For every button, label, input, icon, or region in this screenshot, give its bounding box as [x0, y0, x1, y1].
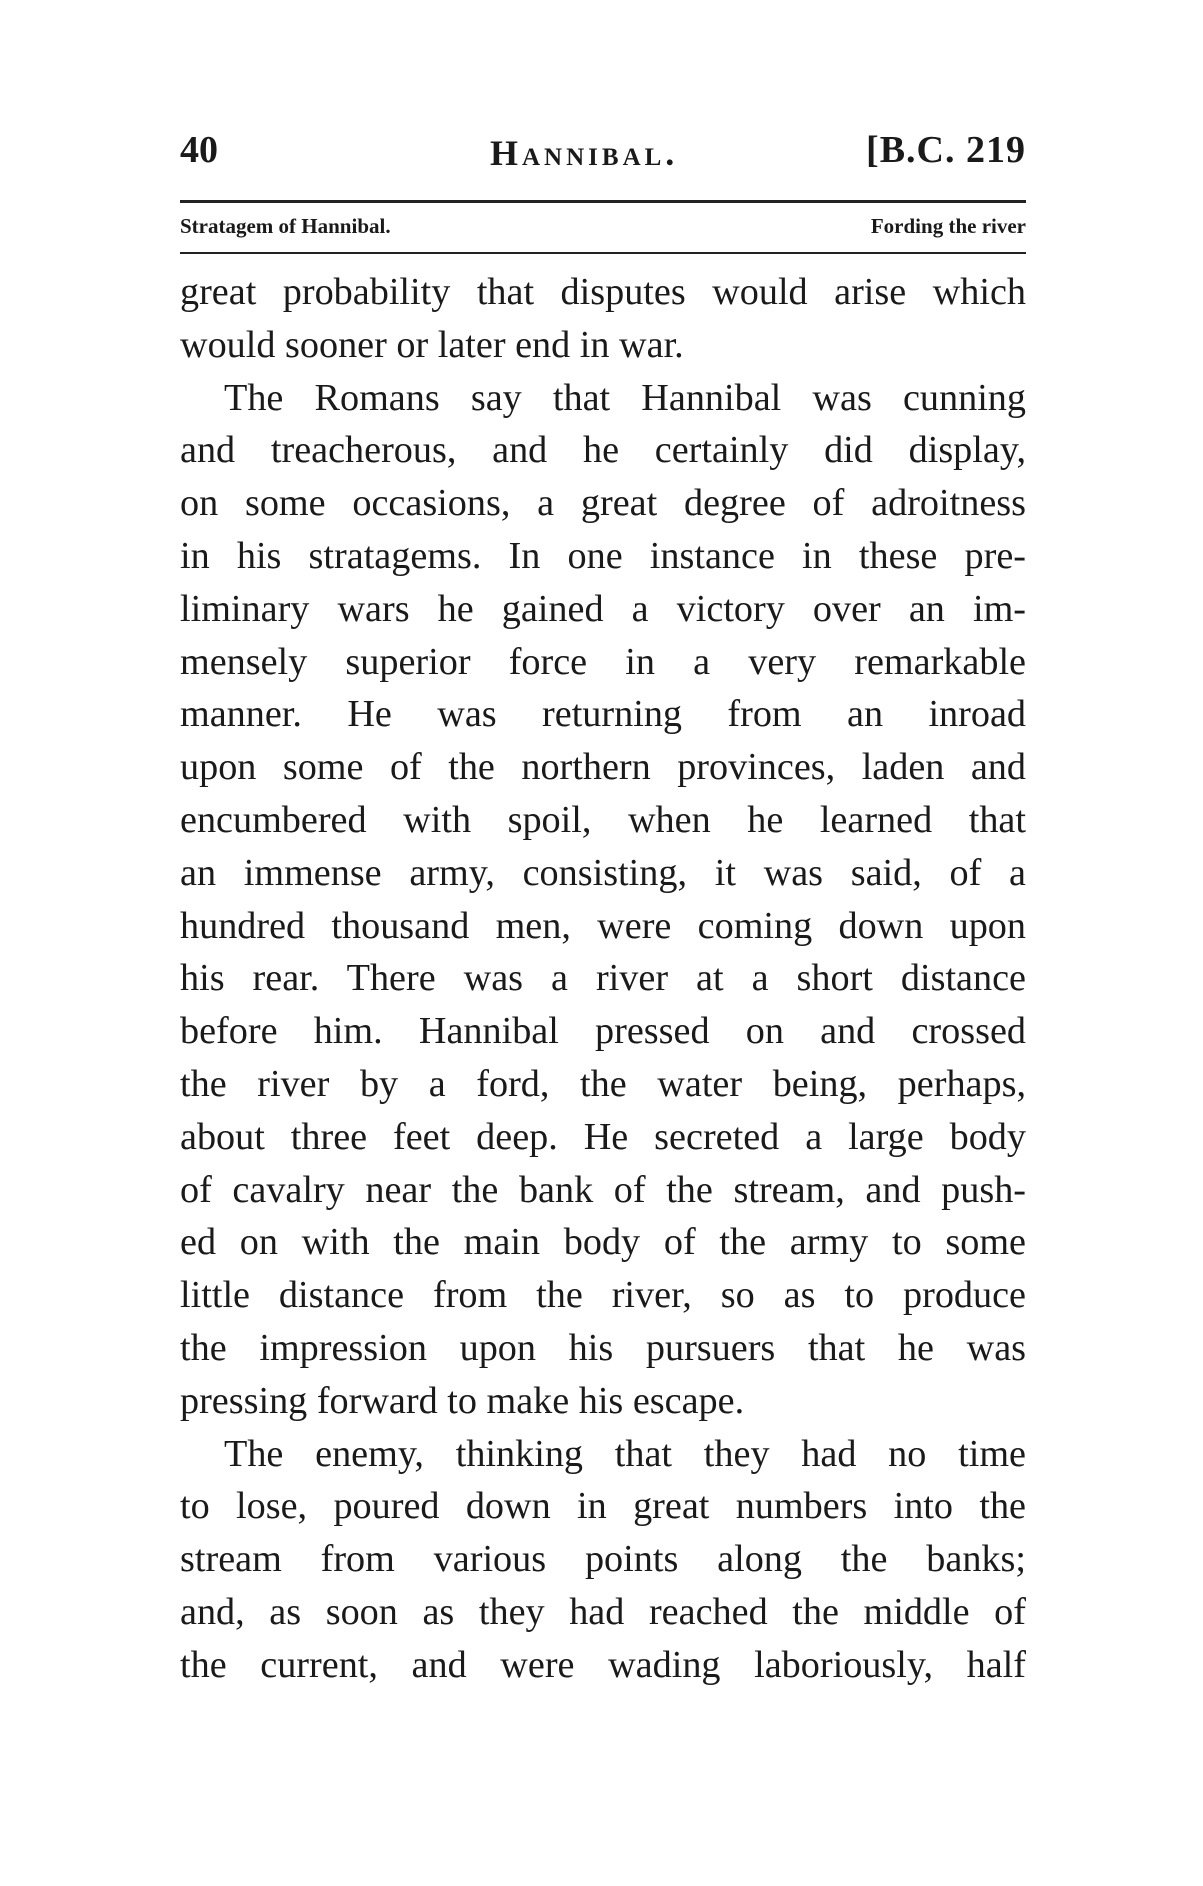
page-number: 40: [180, 129, 218, 171]
text-line: stream from various points along the banks;: [180, 1538, 1026, 1581]
text-line: an immense army, consisting, it was said, of a: [180, 851, 1026, 894]
side-notes: [180, 214, 1026, 244]
text-line: The enemy, thinking that they had no time: [224, 1432, 1026, 1475]
text-line: his rear. There was a river at a short distance: [180, 957, 1026, 1000]
text-line: the impression upon his pursuers that he was: [180, 1326, 1026, 1369]
text-line: ed on with the main body of the army to some: [180, 1221, 1026, 1264]
text-line: the river by a ford, the water being, perhaps,: [180, 1062, 1026, 1105]
book-title: Hannibal.: [490, 133, 679, 173]
text-line: little distance from the river, so as to produce: [180, 1274, 1026, 1317]
body-text: [180, 266, 1026, 1692]
text-line: about three feet deep. He secreted a large body: [180, 1115, 1026, 1158]
text-line: pressing forward to make his escape.: [180, 1379, 745, 1422]
running-head: [180, 128, 1026, 178]
side-note-right: Fording the river: [870, 214, 1026, 238]
text-line: liminary wars he gained a victory over an im-: [180, 587, 1026, 630]
date-range: [B.C. 219: [866, 129, 1026, 171]
text-line: encumbered with spoil, when he learned that: [180, 798, 1026, 841]
text-line: the current, and were wading laboriously, half: [180, 1643, 1026, 1686]
text-line: before him. Hannibal pressed on and crossed: [180, 1010, 1026, 1053]
text-line: would sooner or later end in war.: [180, 323, 684, 366]
text-line: mensely superior force in a very remarkable: [180, 640, 1026, 683]
header-rule-top: [180, 200, 1026, 203]
text-line: great probability that disputes would arise which: [180, 271, 1026, 313]
text-line: The Romans say that Hannibal was cunning: [224, 376, 1026, 419]
text-line: in his stratagems. In one instance in these pre-: [180, 534, 1026, 577]
text-line: and, as soon as they had reached the middle of: [180, 1590, 1026, 1633]
side-note-left: Stratagem of Hannibal.: [180, 214, 391, 238]
text-line: and treacherous, and he certainly did display,: [180, 429, 1026, 472]
text-line: of cavalry near the bank of the stream, and push-: [180, 1168, 1026, 1211]
text-line: upon some of the northern provinces, laden and: [180, 746, 1026, 789]
header-rule-bottom: [180, 252, 1026, 254]
text-line: manner. He was returning from an inroad: [180, 693, 1026, 736]
text-line: on some occasions, a great degree of adroitness: [180, 482, 1026, 525]
text-line: hundred thousand men, were coming down upon: [180, 904, 1026, 947]
text-line: to lose, poured down in great numbers into the: [180, 1485, 1026, 1528]
